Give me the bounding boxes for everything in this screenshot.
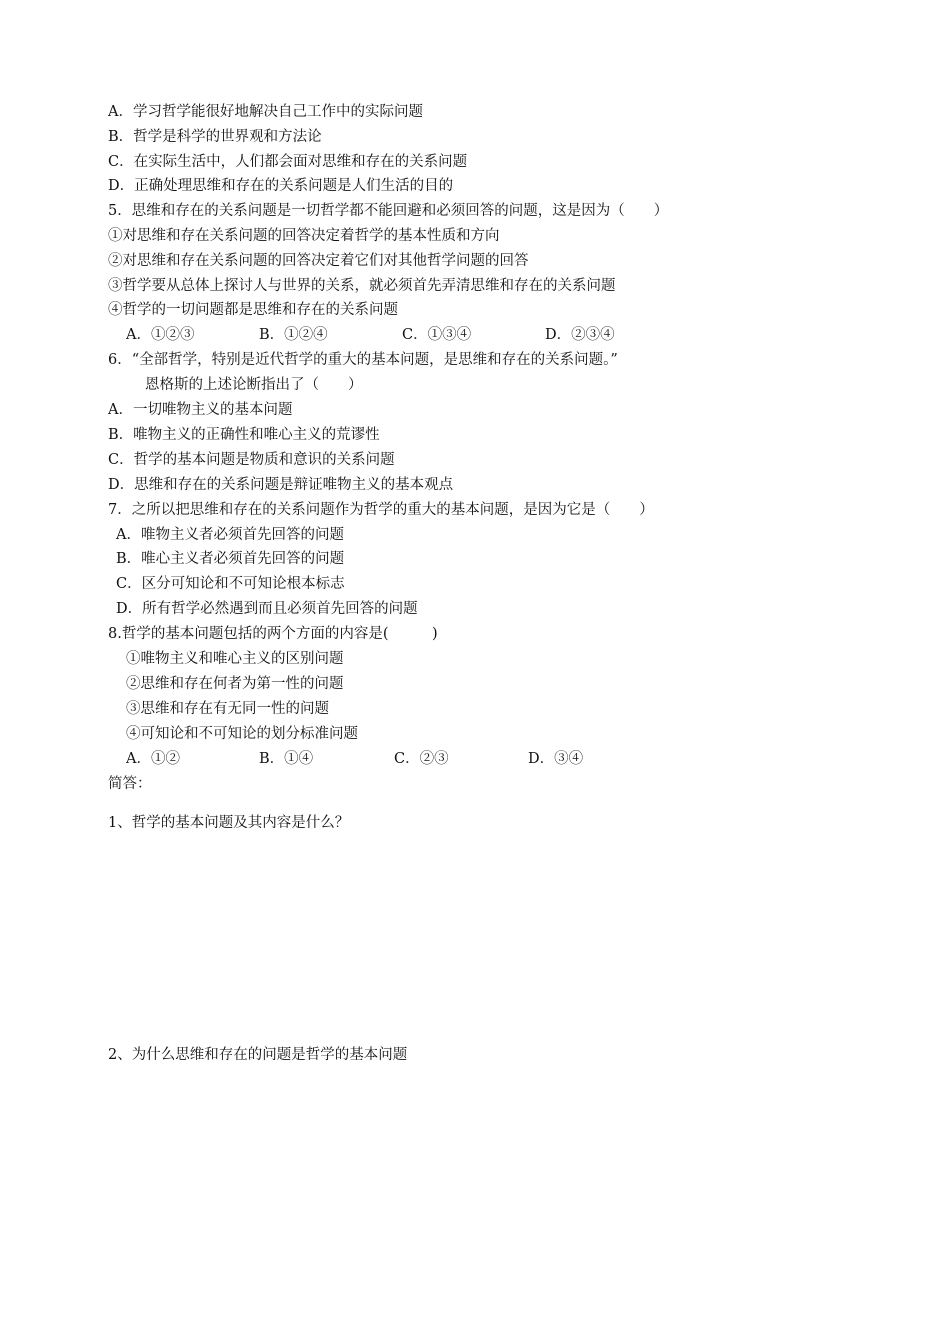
q5-statement-4: ④哲学的一切问题都是思维和存在的关系问题 [108,302,398,318]
q6-option-d: D．思维和存在的关系问题是辩证唯物主义的基本观点 [108,477,454,493]
q8-statement-1: ①唯物主义和唯心主义的区别问题 [126,651,344,667]
q5-option-c: C．①③④ [402,327,472,343]
q8-option-b: B．①④ [259,751,314,767]
short-answer-heading: 简答： [108,776,152,792]
q4-option-c: C．在实际生活中，人们都会面对思维和存在的关系问题 [108,154,468,170]
q5-option-d: D．②③④ [545,327,615,343]
q8-statement-3: ③思维和存在有无同一性的问题 [126,701,329,717]
q8-option-c: C．②③ [394,751,449,767]
q5-statement-2: ②对思维和存在关系问题的回答决定着它们对其他哲学问题的回答 [108,253,529,269]
q5-statement-1: ①对思维和存在关系问题的回答决定着哲学的基本性质和方向 [108,228,500,244]
q7-option-d: D．所有哲学必然遇到而且必须首先回答的问题 [116,601,418,617]
q5-statement-3: ③哲学要从总体上探讨人与世界的关系，就必须首先弄清思维和存在的关系问题 [108,278,616,294]
q8-statement-2: ②思维和存在何者为第一性的问题 [126,676,344,692]
q4-option-a: A．学习哲学能很好地解决自己工作中的实际问题 [108,104,423,120]
q7-option-c: C．区分可知论和不可知论根本标志 [116,576,345,592]
short-answer-question-1: 1、哲学的基本问题及其内容是什么？ [108,815,350,831]
q5-stem: 5．思维和存在的关系问题是一切哲学都不能回避和必须回答的问题，这是因为（ ） [108,203,669,219]
q8-option-d: D．③④ [528,751,584,767]
q8-stem: 8.哲学的基本问题包括的两个方面的内容是( ) [108,626,438,642]
q4-option-d: D．正确处理思维和存在的关系问题是人们生活的目的 [108,178,454,194]
q7-option-b: B．唯心主义者必须首先回答的问题 [116,551,345,567]
q6-option-b: B．唯物主义的正确性和唯心主义的荒谬性 [108,427,380,443]
q6-option-a: A．一切唯物主义的基本问题 [108,402,293,418]
q6-stem-line-1: 6．“全部哲学，特别是近代哲学的重大的基本问题，是思维和存在的关系问题。” [108,352,618,368]
q7-option-a: A．唯物主义者必须首先回答的问题 [116,527,344,543]
q6-stem-line-2: 恩格斯的上述论断指出了（ ） [145,377,363,393]
q8-option-a: A．①② [126,751,180,767]
q7-stem: 7．之所以把思维和存在的关系问题作为哲学的重大的基本问题，是因为它是（ ） [108,502,654,518]
q8-statement-4: ④可知论和不可知论的划分标准问题 [126,726,358,742]
q4-option-b: B．哲学是科学的世界观和方法论 [108,129,322,145]
q6-option-c: C．哲学的基本问题是物质和意识的关系问题 [108,452,395,468]
q5-option-a: A．①②③ [126,327,195,343]
short-answer-question-2: 2、为什么思维和存在的问题是哲学的基本问题 [108,1047,408,1063]
q5-option-b: B．①②④ [259,327,328,343]
